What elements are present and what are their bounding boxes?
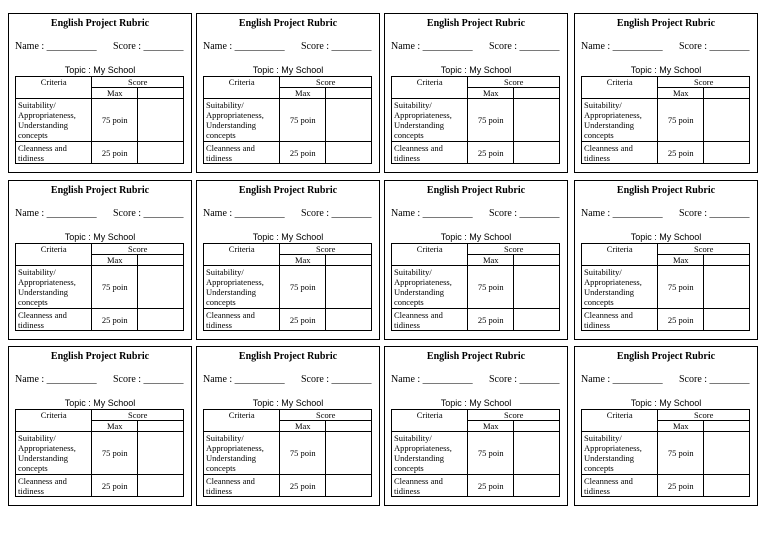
criteria-cell: Suitability/ Appropriateness, Understanding concepts [392, 266, 468, 309]
rubric-table [391, 409, 560, 497]
score-cell [704, 142, 750, 164]
max-points-cell: 75 poin [92, 266, 138, 309]
criteria-cell: Cleanness and tidiness [204, 142, 280, 164]
table-row [582, 99, 750, 142]
max-points-cell: 75 poin [92, 99, 138, 142]
table-row [204, 99, 372, 142]
max-points-cell: 75 poin [658, 432, 704, 475]
score-header: Score [92, 77, 184, 88]
criteria-cell: Suitability/ Appropriateness, Understanding concepts [16, 99, 92, 142]
rubric-card [8, 180, 192, 340]
score-cell [514, 475, 560, 497]
rubric-card [196, 180, 380, 340]
rubric-table [581, 243, 750, 331]
max-points-cell: 25 poin [92, 475, 138, 497]
topic-label: Topic : My School [252, 65, 324, 75]
name-field: Name : __________ [391, 208, 473, 219]
score-cell [326, 99, 372, 142]
criteria-header: Criteria [204, 410, 280, 432]
criteria-header: Criteria [16, 410, 92, 432]
card-title: English Project Rubric [50, 185, 150, 196]
score-cell [704, 475, 750, 497]
table-row [582, 142, 750, 164]
criteria-cell: Suitability/ Appropriateness, Understanding concepts [16, 266, 92, 309]
score-field: Score : ________ [489, 41, 560, 52]
max-points-cell: 75 poin [468, 432, 514, 475]
table-row [392, 99, 560, 142]
score-cell [326, 432, 372, 475]
criteria-header: Criteria [582, 77, 658, 99]
table-row [16, 142, 184, 164]
criteria-cell: Suitability/ Appropriateness, Understanding concepts [204, 99, 280, 142]
criteria-cell: Cleanness and tidiness [16, 142, 92, 164]
score-cell [514, 142, 560, 164]
criteria-header: Criteria [582, 410, 658, 432]
score-header: Score [280, 410, 372, 421]
criteria-header: Criteria [392, 77, 468, 99]
name-field: Name : __________ [581, 208, 663, 219]
criteria-cell: Cleanness and tidiness [392, 142, 468, 164]
name-field: Name : __________ [203, 374, 285, 385]
criteria-cell: Suitability/ Appropriateness, Understanding concepts [392, 432, 468, 475]
table-row [392, 266, 560, 309]
table-row [204, 266, 372, 309]
topic-label: Topic : My School [630, 65, 702, 75]
rubric-table [203, 243, 372, 331]
score-header: Score [468, 410, 560, 421]
table-row [392, 475, 560, 497]
score-cell [326, 309, 372, 331]
max-header: Max [92, 88, 138, 99]
rubric-card [574, 13, 758, 173]
rubric-card [574, 180, 758, 340]
max-points-cell: 75 poin [658, 99, 704, 142]
score-blank-header [138, 421, 184, 432]
card-title: English Project Rubric [616, 185, 716, 196]
criteria-cell: Suitability/ Appropriateness, Understanding concepts [204, 432, 280, 475]
score-blank-header [704, 255, 750, 266]
max-header: Max [92, 255, 138, 266]
criteria-cell: Cleanness and tidiness [204, 309, 280, 331]
max-points-cell: 75 poin [92, 432, 138, 475]
max-points-cell: 25 poin [468, 142, 514, 164]
score-cell [704, 309, 750, 331]
score-cell [138, 309, 184, 331]
max-header: Max [280, 421, 326, 432]
max-header: Max [280, 255, 326, 266]
score-cell [138, 142, 184, 164]
rubric-table [15, 76, 184, 164]
score-cell [138, 475, 184, 497]
topic-label: Topic : My School [64, 398, 136, 408]
score-cell [138, 266, 184, 309]
score-field: Score : ________ [301, 374, 372, 385]
max-points-cell: 75 poin [468, 266, 514, 309]
table-row [392, 309, 560, 331]
table-row [16, 432, 184, 475]
name-field: Name : __________ [15, 374, 97, 385]
table-row [392, 432, 560, 475]
criteria-cell: Suitability/ Appropriateness, Understanding concepts [582, 266, 658, 309]
score-header: Score [468, 77, 560, 88]
score-blank-header [138, 255, 184, 266]
max-points-cell: 25 poin [658, 475, 704, 497]
table-row [582, 309, 750, 331]
score-header: Score [658, 77, 750, 88]
criteria-cell: Cleanness and tidiness [582, 142, 658, 164]
score-cell [326, 266, 372, 309]
name-field: Name : __________ [581, 374, 663, 385]
topic-label: Topic : My School [440, 65, 512, 75]
criteria-cell: Cleanness and tidiness [582, 309, 658, 331]
rubric-card [384, 13, 568, 173]
rubric-card [384, 346, 568, 506]
name-field: Name : __________ [203, 208, 285, 219]
rubric-card [196, 346, 380, 506]
max-header: Max [468, 255, 514, 266]
table-row [204, 475, 372, 497]
score-field: Score : ________ [113, 208, 184, 219]
max-points-cell: 25 poin [468, 309, 514, 331]
score-header: Score [658, 410, 750, 421]
table-row [392, 142, 560, 164]
score-header: Score [280, 77, 372, 88]
max-points-cell: 25 poin [468, 475, 514, 497]
card-title: English Project Rubric [50, 18, 150, 29]
rubric-table [203, 76, 372, 164]
score-cell [326, 142, 372, 164]
rubric-table [581, 76, 750, 164]
criteria-header: Criteria [16, 77, 92, 99]
topic-label: Topic : My School [252, 232, 324, 242]
name-field: Name : __________ [203, 41, 285, 52]
criteria-cell: Suitability/ Appropriateness, Understanding concepts [582, 432, 658, 475]
score-field: Score : ________ [679, 208, 750, 219]
card-title: English Project Rubric [238, 185, 338, 196]
score-cell [138, 99, 184, 142]
rubric-table [203, 409, 372, 497]
rubric-table [391, 243, 560, 331]
score-cell [326, 475, 372, 497]
score-field: Score : ________ [113, 41, 184, 52]
score-blank-header [326, 421, 372, 432]
max-points-cell: 75 poin [280, 99, 326, 142]
score-header: Score [92, 410, 184, 421]
name-field: Name : __________ [391, 374, 473, 385]
score-blank-header [138, 88, 184, 99]
score-header: Score [92, 244, 184, 255]
table-row [16, 309, 184, 331]
score-blank-header [514, 88, 560, 99]
card-title: English Project Rubric [426, 185, 526, 196]
rubric-table [391, 76, 560, 164]
score-blank-header [514, 255, 560, 266]
criteria-cell: Suitability/ Appropriateness, Understanding concepts [16, 432, 92, 475]
criteria-header: Criteria [392, 244, 468, 266]
max-points-cell: 25 poin [280, 309, 326, 331]
rubric-card [8, 13, 192, 173]
table-row [204, 309, 372, 331]
score-blank-header [704, 421, 750, 432]
table-row [204, 432, 372, 475]
score-field: Score : ________ [113, 374, 184, 385]
criteria-cell: Cleanness and tidiness [204, 475, 280, 497]
card-title: English Project Rubric [616, 18, 716, 29]
score-blank-header [514, 421, 560, 432]
max-points-cell: 75 poin [280, 432, 326, 475]
score-field: Score : ________ [679, 41, 750, 52]
score-cell [704, 432, 750, 475]
table-row [16, 266, 184, 309]
topic-label: Topic : My School [64, 232, 136, 242]
score-cell [704, 266, 750, 309]
score-cell [514, 99, 560, 142]
rubric-card [384, 180, 568, 340]
max-header: Max [658, 421, 704, 432]
rubric-card [574, 346, 758, 506]
topic-label: Topic : My School [440, 232, 512, 242]
table-row [16, 99, 184, 142]
rubric-card [196, 13, 380, 173]
card-title: English Project Rubric [238, 351, 338, 362]
table-row [582, 475, 750, 497]
criteria-cell: Suitability/ Appropriateness, Understanding concepts [582, 99, 658, 142]
max-header: Max [280, 88, 326, 99]
max-header: Max [658, 255, 704, 266]
score-cell [514, 432, 560, 475]
criteria-cell: Cleanness and tidiness [16, 309, 92, 331]
card-title: English Project Rubric [426, 351, 526, 362]
score-blank-header [704, 88, 750, 99]
rubric-table [15, 409, 184, 497]
max-points-cell: 25 poin [92, 142, 138, 164]
score-cell [704, 99, 750, 142]
max-points-cell: 25 poin [280, 475, 326, 497]
max-points-cell: 75 poin [658, 266, 704, 309]
topic-label: Topic : My School [64, 65, 136, 75]
card-title: English Project Rubric [238, 18, 338, 29]
criteria-header: Criteria [16, 244, 92, 266]
name-field: Name : __________ [391, 41, 473, 52]
max-points-cell: 25 poin [280, 142, 326, 164]
criteria-cell: Suitability/ Appropriateness, Understanding concepts [204, 266, 280, 309]
card-title: English Project Rubric [50, 351, 150, 362]
score-field: Score : ________ [489, 208, 560, 219]
rubric-table [15, 243, 184, 331]
rubric-table [581, 409, 750, 497]
score-blank-header [326, 255, 372, 266]
criteria-header: Criteria [204, 244, 280, 266]
card-title: English Project Rubric [616, 351, 716, 362]
criteria-header: Criteria [392, 410, 468, 432]
table-row [204, 142, 372, 164]
max-points-cell: 25 poin [658, 142, 704, 164]
score-header: Score [280, 244, 372, 255]
score-field: Score : ________ [301, 41, 372, 52]
card-title: English Project Rubric [426, 18, 526, 29]
max-header: Max [658, 88, 704, 99]
score-cell [138, 432, 184, 475]
table-row [16, 475, 184, 497]
criteria-header: Criteria [204, 77, 280, 99]
name-field: Name : __________ [581, 41, 663, 52]
max-header: Max [92, 421, 138, 432]
max-points-cell: 25 poin [658, 309, 704, 331]
max-header: Max [468, 421, 514, 432]
criteria-cell: Cleanness and tidiness [16, 475, 92, 497]
score-header: Score [658, 244, 750, 255]
criteria-header: Criteria [582, 244, 658, 266]
score-field: Score : ________ [489, 374, 560, 385]
criteria-cell: Suitability/ Appropriateness, Understanding concepts [392, 99, 468, 142]
score-field: Score : ________ [679, 374, 750, 385]
max-points-cell: 75 poin [468, 99, 514, 142]
score-header: Score [468, 244, 560, 255]
score-cell [514, 309, 560, 331]
max-points-cell: 75 poin [280, 266, 326, 309]
max-points-cell: 25 poin [92, 309, 138, 331]
criteria-cell: Cleanness and tidiness [582, 475, 658, 497]
max-header: Max [468, 88, 514, 99]
topic-label: Topic : My School [440, 398, 512, 408]
name-field: Name : __________ [15, 208, 97, 219]
criteria-cell: Cleanness and tidiness [392, 309, 468, 331]
name-field: Name : __________ [15, 41, 97, 52]
topic-label: Topic : My School [252, 398, 324, 408]
rubric-card [8, 346, 192, 506]
criteria-cell: Cleanness and tidiness [392, 475, 468, 497]
score-blank-header [326, 88, 372, 99]
score-field: Score : ________ [301, 208, 372, 219]
topic-label: Topic : My School [630, 232, 702, 242]
topic-label: Topic : My School [630, 398, 702, 408]
score-cell [514, 266, 560, 309]
table-row [582, 266, 750, 309]
table-row [582, 432, 750, 475]
